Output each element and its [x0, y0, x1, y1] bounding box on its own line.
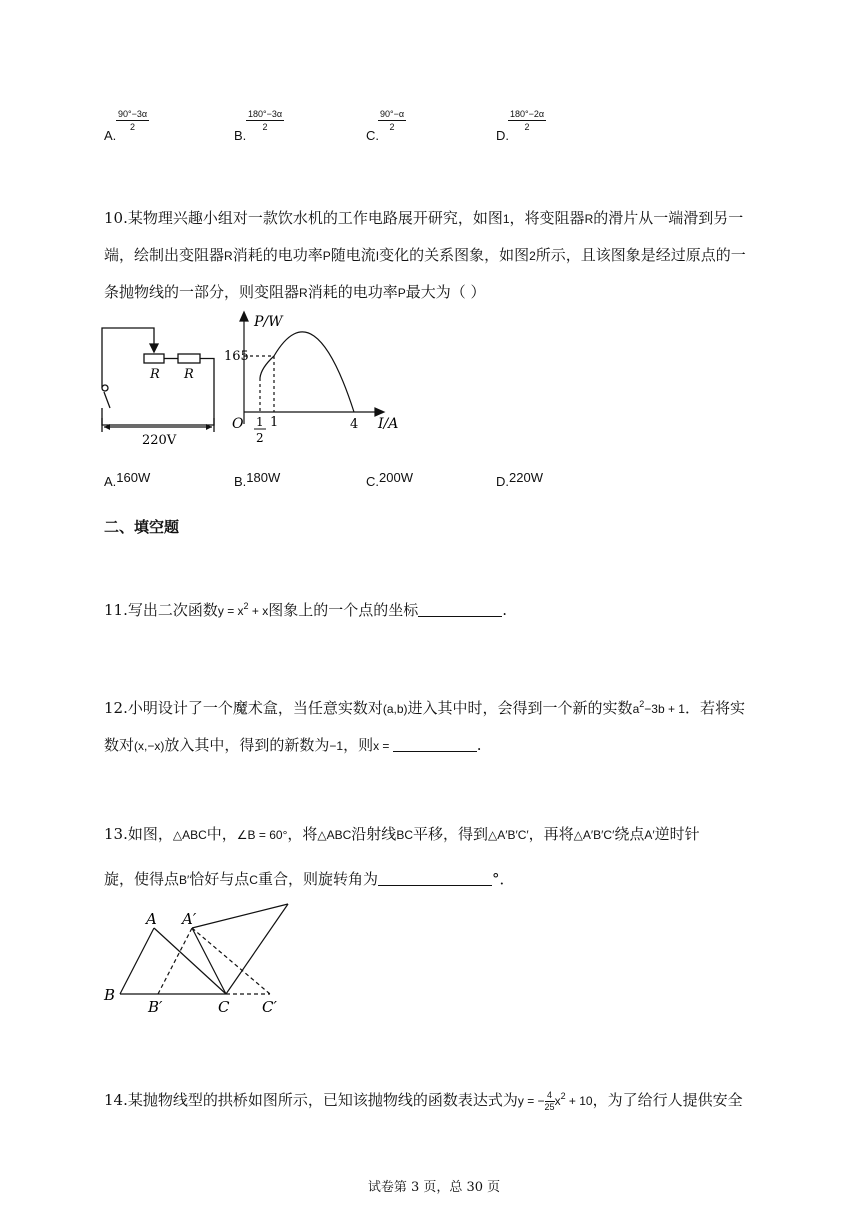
math-run: △A′B′C′	[573, 828, 615, 842]
math-run: x	[554, 1094, 561, 1108]
math-run: R	[299, 286, 308, 300]
math-run: P	[322, 249, 331, 263]
option-letter: D.	[496, 474, 509, 489]
option-value: 200W	[379, 470, 413, 485]
math-run: 2	[529, 249, 536, 263]
option-value: 160W	[116, 470, 151, 485]
origin-label: O	[232, 416, 244, 432]
text-run: .	[502, 601, 508, 619]
y-axis-label: P/W	[254, 314, 283, 330]
q10-answer-b	[234, 470, 280, 489]
text-run: 端，绘制出变阻器	[104, 246, 225, 264]
q10-answer-c	[366, 470, 413, 489]
q10-answer-d	[496, 470, 543, 489]
q12-line-2	[104, 727, 768, 764]
option-letter: D.	[496, 128, 509, 143]
text-run: ，为了给行人提供安全	[592, 1091, 743, 1109]
q13-question	[104, 816, 768, 898]
x-tick-4: 4	[350, 417, 359, 432]
option-value: 180W	[246, 470, 281, 485]
circuit-diagram	[98, 320, 228, 450]
math-run: (a,b)	[382, 702, 408, 716]
point-label-a: A	[146, 910, 157, 928]
fraction-numerator: 180°−2α	[510, 109, 545, 119]
math-run: y = −	[517, 1094, 545, 1108]
q10-question	[104, 200, 768, 311]
option-fraction	[246, 108, 284, 133]
q10-line-3	[104, 274, 768, 311]
q12-line-1	[104, 686, 768, 727]
text-run: 平移，得到	[412, 825, 488, 843]
option-fraction	[116, 108, 149, 133]
text-run: 所示，且该图象是经过原点的一	[535, 246, 746, 264]
math-run: △ABC	[172, 828, 207, 842]
math-run: 1	[502, 212, 510, 226]
fraction-numerator: 4	[545, 1090, 555, 1102]
y-tick-165: 165	[224, 349, 249, 364]
text-run: 13.如图，	[104, 825, 173, 843]
option-fraction	[508, 108, 546, 133]
q10-line-2	[104, 237, 768, 274]
answer-blank[interactable]	[378, 871, 492, 886]
q13-line-1	[104, 816, 768, 853]
math-run: R	[224, 249, 233, 263]
answer-blank[interactable]	[418, 602, 502, 617]
math-run: −3b + 1	[644, 702, 685, 716]
answer-blank[interactable]	[393, 737, 477, 752]
option-letter: A.	[104, 128, 117, 143]
option-value: 220W	[509, 470, 543, 485]
text-run: 随电流	[330, 246, 376, 264]
text-run: 最大为（ ）	[405, 283, 486, 301]
text-run: ，将变阻器	[509, 209, 585, 227]
option-letter: C.	[366, 474, 379, 489]
text-run: 旋，使得点	[104, 870, 180, 888]
resistor-label-1: R	[150, 367, 160, 382]
point-label-a-prime: A′	[182, 910, 197, 928]
math-run: y = x	[217, 604, 244, 618]
fraction-denominator: 25	[544, 1101, 555, 1112]
fraction-denominator: 2	[262, 122, 268, 132]
text-run: 放入其中，得到的新数为	[164, 736, 330, 754]
option-letter: B.	[234, 474, 247, 489]
text-run: ，则	[343, 736, 374, 754]
math-run: A′	[644, 828, 655, 842]
power-graph	[224, 308, 408, 458]
fraction-denominator: 2	[524, 122, 530, 132]
math-superscript: 2	[560, 1091, 566, 1101]
point-label-c-prime: C′	[262, 998, 277, 1016]
math-superscript: 2	[639, 699, 645, 709]
math-run: x =	[373, 739, 393, 753]
text-run: 变化的关系图象，如图	[379, 246, 530, 264]
math-run: B′	[179, 873, 190, 887]
x-tick-half-num: 1	[256, 415, 264, 429]
fraction-denominator: 2	[389, 122, 395, 132]
text-run: 恰好与点	[189, 870, 250, 888]
voltage-label: 220V	[142, 433, 177, 448]
math-superscript: 2	[243, 601, 249, 611]
math-run: + 10	[565, 1094, 593, 1108]
math-run: P	[397, 286, 406, 300]
option-fraction	[378, 108, 406, 133]
page-footer: 试卷第 3 页，总 30 页	[367, 1180, 501, 1195]
point-label-c: C	[218, 998, 230, 1016]
triangle-figure	[98, 900, 308, 1016]
text-run: 重合，则旋转角为	[257, 870, 378, 888]
x-tick-1: 1	[270, 415, 279, 430]
text-run: 中，	[206, 825, 237, 843]
fraction-numerator: 90°−α	[380, 109, 405, 119]
point-label-b: B	[104, 986, 116, 1004]
text-run: 逆时针	[654, 825, 700, 843]
text-run: °．	[491, 870, 515, 888]
text-run: 11.写出二次函数	[104, 601, 218, 619]
x-tick-half-den: 2	[256, 431, 264, 445]
q10-line-1	[104, 200, 768, 237]
resistor-label-2: R	[184, 367, 194, 382]
math-run: R	[584, 212, 594, 226]
option-letter: B.	[234, 128, 247, 143]
q12-question	[104, 686, 768, 764]
text-run: ，再将	[528, 825, 574, 843]
math-run: + x	[248, 604, 269, 618]
math-run: (x,−x)	[134, 739, 165, 753]
text-run: ，将	[287, 825, 318, 843]
text-run: 沿射线	[351, 825, 397, 843]
math-run: I	[375, 249, 380, 263]
math-run: △A′B′C′	[488, 828, 529, 842]
text-run: 消耗的电功率	[307, 283, 398, 301]
text-run: ．若将实	[684, 699, 745, 717]
q14-question	[104, 1078, 768, 1119]
q11-question	[104, 588, 768, 629]
x-axis-label: I/A	[378, 416, 399, 432]
fraction-numerator: 90°−3α	[118, 109, 148, 119]
math-fraction	[545, 1090, 555, 1113]
q10-answer-a	[104, 470, 150, 489]
section-heading: 二、填空题	[104, 518, 180, 536]
text-run: 的滑片从一端滑到另一	[593, 209, 744, 227]
text-run: 条抛物线的一部分，则变阻器	[104, 283, 300, 301]
fraction-numerator: 180°−3α	[248, 109, 283, 119]
option-letter: A.	[104, 474, 117, 489]
text-run: 进入其中时，会得到一个新的实数	[407, 699, 633, 717]
option-letter: C.	[366, 128, 379, 143]
math-run: ∠B = 60°	[236, 828, 288, 842]
text-run: 12.小明设计了一个魔术盒，当任意实数对	[104, 699, 383, 717]
text-run: 10.某物理兴趣小组对一款饮水机的工作电路展开研究，如图	[104, 209, 503, 227]
math-run: BC	[396, 828, 413, 842]
math-run: a	[632, 702, 640, 716]
text-run: 数对	[104, 736, 135, 754]
math-run: −1	[329, 739, 344, 753]
point-label-b-prime: B′	[148, 998, 163, 1016]
text-run: 消耗的电功率	[232, 246, 323, 264]
text-run: .	[476, 736, 482, 754]
math-run: C	[249, 873, 258, 887]
fraction-denominator: 2	[130, 122, 136, 132]
math-run: △ABC	[317, 828, 352, 842]
text-run: 14.某抛物线型的拱桥如图所示，已知该抛物线的函数表达式为	[104, 1091, 518, 1109]
text-run: 绕点	[614, 825, 645, 843]
q13-line-2	[104, 861, 768, 898]
text-run: 图象上的一个点的坐标	[268, 601, 419, 619]
